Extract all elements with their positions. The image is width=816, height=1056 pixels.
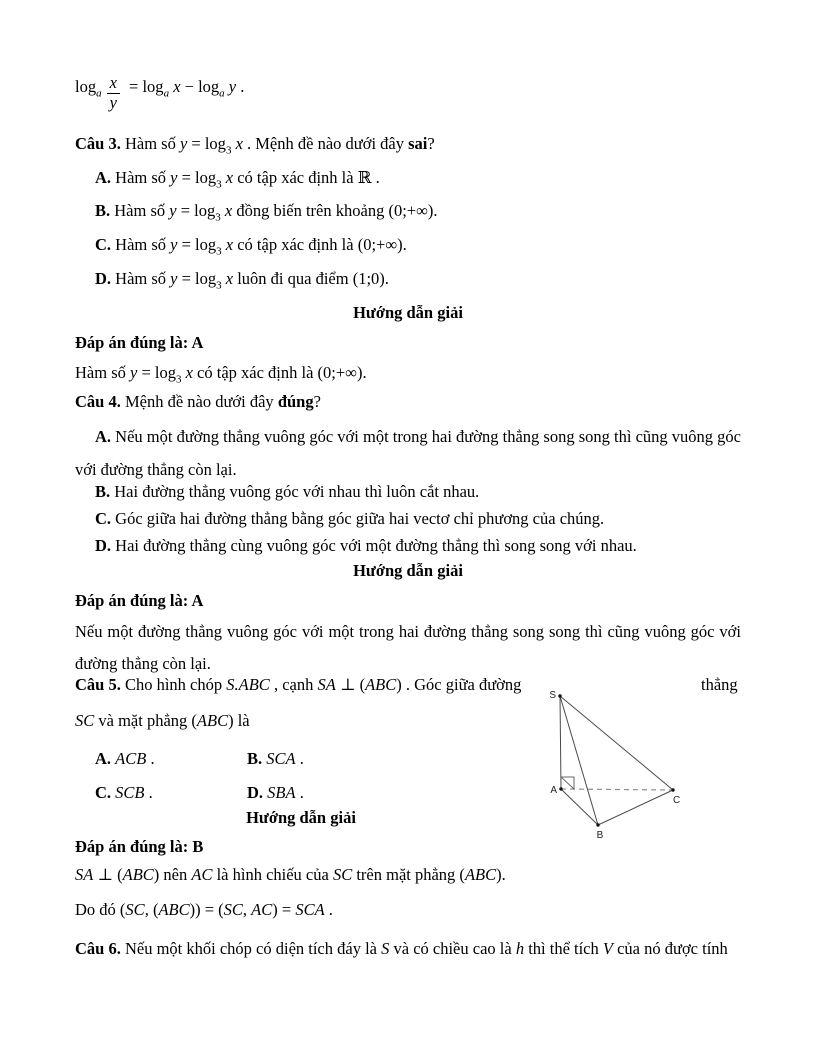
edge-AC-dashed	[561, 789, 673, 790]
edge-BC	[598, 790, 673, 825]
vertex-B-dot	[596, 823, 599, 826]
question-5-solution-line2: Do đó (SC, (ABC)) = (SC, AC) = SCA .	[75, 900, 333, 919]
formula-right: = $\log_a x - \log_a y$ .	[124, 76, 245, 100]
question-3-option-d: D. Hàm số $y = \log_3 x$ luôn đi qua điểm (1;0).	[95, 269, 389, 292]
question-4-guide-heading: Hướng dẫn giải	[353, 561, 463, 580]
right-angle-diagonal	[561, 777, 574, 789]
vertex-A-dot	[559, 787, 562, 790]
vertex-C-dot	[671, 788, 674, 791]
question-6-title: Câu 6. Nếu một khối chóp có diện tích đáy là S và có chiều cao là h thì thể tích V của nó được tính	[75, 939, 728, 958]
vertex-C-label: C	[673, 795, 681, 806]
question-3-option-a: A. Hàm số $y = \log_3 x$ có tập xác định là ℝ .	[95, 168, 380, 191]
formula-log-quotient	[75, 74, 244, 113]
question-4-title: Câu 4. Mệnh đề nào dưới đây đúng?	[75, 392, 321, 411]
vertex-A-label: A	[550, 785, 557, 796]
vertex-B-label: B	[596, 830, 604, 841]
edge-SB	[560, 696, 598, 825]
question-3-answer: Đáp án đúng là: A	[75, 333, 204, 352]
question-4-option-c: C. Góc giữa hai đường thẳng bằng góc giữa hai vectơ chỉ phương của chúng.	[95, 509, 605, 528]
question-3-title: Câu 3. Hàm số $y = \log_3 x$ . Mệnh đề nào dưới đây sai?	[75, 134, 435, 157]
question-4-solution: Nếu một đường thẳng vuông góc với một trong hai đường thẳng song song thì cũng vuông góc với đường thẳng còn lại.	[75, 622, 741, 673]
question-5-title: Câu 5. Cho hình chóp S.ABC , cạnh SA ⊥ (ABC) . Góc giữa đường	[75, 675, 522, 694]
vertex-S-label: S	[549, 690, 556, 701]
question-5-solution-line1: SA ⊥ (ABC) nên AC là hình chiếu của SC trên mặt phẳng (ABC).	[75, 865, 506, 884]
question-3-option-b: B. Hàm số $y = \log_3 x$ đồng biến trên khoảng (0;+∞).	[95, 201, 438, 224]
question-5-option-d: D. SBA .	[247, 783, 304, 802]
question-5-answer: Đáp án đúng là: B	[75, 837, 204, 856]
fraction-denominator: y	[109, 92, 117, 112]
question-4-option-a: A. Nếu một đường thẳng vuông góc với một trong hai đường thẳng song song thì cũng vuông góc với đường thẳng còn lại.	[75, 427, 741, 479]
edge-SC	[560, 696, 673, 790]
question-5-option-b: B. SCA .	[247, 749, 304, 768]
fraction-numerator: x	[107, 74, 120, 94]
question-5-guide-heading: Hướng dẫn giải	[246, 808, 356, 827]
edge-SA	[560, 696, 561, 789]
formula-left: $\log_a$	[75, 76, 102, 100]
question-3-guide-heading: Hướng dẫn giải	[353, 303, 463, 322]
question-3-option-c: C. Hàm số $y = \log_3 x$ có tập xác định là (0;+∞).	[95, 235, 407, 258]
question-4-option-d: D. Hai đường thẳng cùng vuông góc với một đường thẳng thì song song với nhau.	[95, 536, 637, 555]
vertex-S-dot	[558, 694, 561, 697]
question-5-title-line2: SC và mặt phẳng (ABC) là	[75, 711, 250, 730]
question-4-answer: Đáp án đúng là: A	[75, 591, 204, 610]
question-5-option-c: C. SCB .	[95, 783, 153, 802]
question-5-option-a: A. ACB .	[95, 749, 155, 768]
question-4-option-b: B. Hai đường thẳng vuông góc với nhau thì luôn cắt nhau.	[95, 482, 480, 501]
question-5-title-tail: thẳng	[701, 675, 738, 694]
pyramid-figure	[545, 682, 697, 846]
question-3-solution: Hàm số $y = \log_3 x$ có tập xác định là (0;+∞).	[75, 363, 367, 386]
fraction-x-over-y	[107, 74, 120, 113]
